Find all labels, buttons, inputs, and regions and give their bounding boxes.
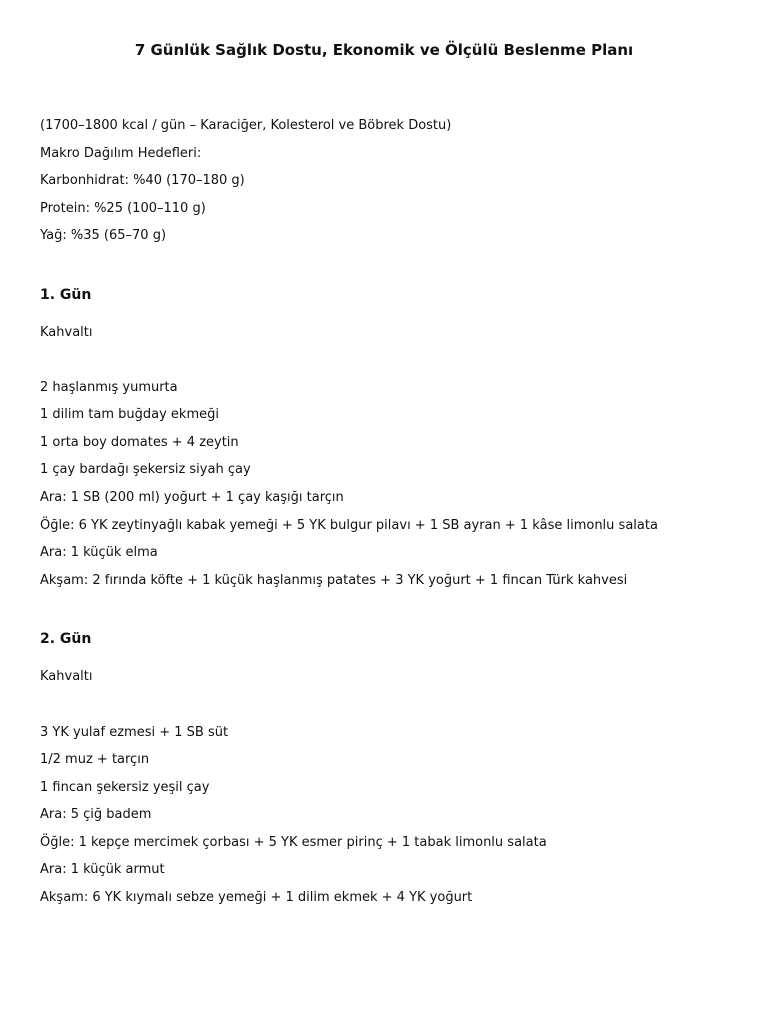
meal-item: 3 YK yulaf ezmesi + 1 SB süt	[40, 725, 229, 740]
meal-item: Ara: 1 küçük armut	[40, 862, 165, 877]
document-title: 7 Günlük Sağlık Dostu, Ekonomik ve Ölçülü Beslenme Planı	[134, 41, 634, 59]
meal-item: Öğle: 6 YK zeytinyağlı kabak yemeği + 5 YK bulgur pilavı + 1 SB ayran + 1 kâse limonlu salata	[40, 518, 658, 533]
meal-item: 1 çay bardağı şekersiz siyah çay	[40, 462, 251, 477]
macro-heading: Makro Dağılım Hedefleri:	[40, 146, 202, 161]
macro-protein: Protein: %25 (100–110 g)	[40, 201, 206, 216]
meal-item: Öğle: 1 kepçe mercimek çorbası + 5 YK esmer pirinç + 1 tabak limonlu salata	[40, 835, 547, 850]
macro-carbs: Karbonhidrat: %40 (170–180 g)	[40, 173, 245, 188]
macro-fat: Yağ: %35 (65–70 g)	[40, 228, 167, 243]
calorie-subtitle: (1700–1800 kcal / gün – Karaciğer, Kolesterol ve Böbrek Dostu)	[40, 118, 452, 133]
meal-item: Akşam: 6 YK kıymalı sebze yemeği + 1 dilim ekmek + 4 YK yoğurt	[40, 890, 473, 905]
breakfast-label: Kahvaltı	[40, 669, 93, 684]
meal-item: Ara: 1 küçük elma	[40, 545, 158, 560]
meal-item: Ara: 5 çiğ badem	[40, 807, 152, 822]
meal-item: 1/2 muz + tarçın	[40, 752, 150, 767]
meal-item: Ara: 1 SB (200 ml) yoğurt + 1 çay kaşığı tarçın	[40, 490, 344, 505]
meal-item: 1 orta boy domates + 4 zeytin	[40, 435, 239, 450]
day-heading: 2. Gün	[40, 631, 92, 647]
meal-item: 2 haşlanmış yumurta	[40, 380, 178, 395]
meal-item: Akşam: 2 fırında köfte + 1 küçük haşlanmış patates + 3 YK yoğurt + 1 fincan Türk kahvesi	[40, 573, 628, 588]
day-heading: 1. Gün	[40, 287, 92, 303]
meal-item: 1 fincan şekersiz yeşil çay	[40, 780, 210, 795]
breakfast-label: Kahvaltı	[40, 325, 93, 340]
meal-item: 1 dilim tam buğday ekmeği	[40, 407, 219, 422]
